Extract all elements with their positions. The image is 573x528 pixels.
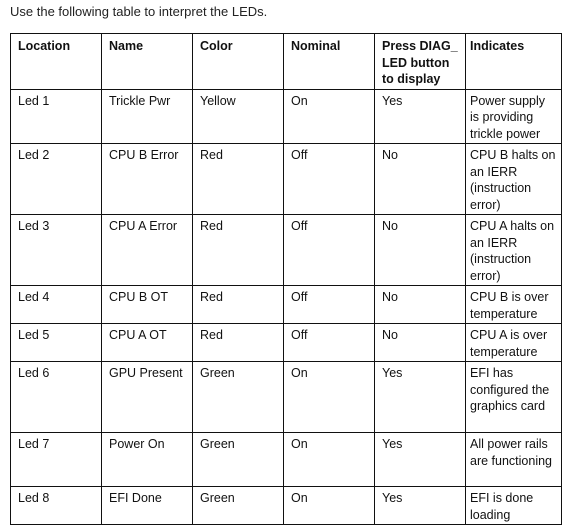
- cell-color: Red: [193, 215, 284, 286]
- header-name: Name: [102, 34, 193, 90]
- cell-name: CPU A Error: [102, 215, 193, 286]
- table-header: [11, 34, 562, 90]
- header-press-diag: Press DIAG_ LED button to display: [375, 34, 466, 90]
- header-row: [11, 34, 562, 90]
- cell-indicates: CPU A is over temperature: [466, 324, 562, 362]
- cell-name: Trickle Pwr: [102, 89, 193, 144]
- cell-nominal: Off: [284, 286, 375, 324]
- table-row: [11, 487, 562, 525]
- cell-indicates: CPU B is over temperature: [466, 286, 562, 324]
- cell-location: Led 4: [11, 286, 102, 324]
- cell-location: Led 3: [11, 215, 102, 286]
- cell-press-diag: Yes: [375, 487, 466, 525]
- cell-color: Green: [193, 487, 284, 525]
- cell-nominal: On: [284, 362, 375, 433]
- cell-location: Led 2: [11, 144, 102, 215]
- header-nominal: Nominal: [284, 34, 375, 90]
- cell-press-diag: Yes: [375, 362, 466, 433]
- cell-name: CPU A OT: [102, 324, 193, 362]
- cell-name: Power On: [102, 433, 193, 487]
- cell-location: Led 1: [11, 89, 102, 144]
- cell-name: CPU B OT: [102, 286, 193, 324]
- table-row: [11, 144, 562, 215]
- header-color: Color: [193, 34, 284, 90]
- led-table: [10, 33, 562, 525]
- cell-location: Led 6: [11, 362, 102, 433]
- cell-indicates: EFI is done loading: [466, 487, 562, 525]
- cell-name: GPU Present: [102, 362, 193, 433]
- cell-press-diag: No: [375, 286, 466, 324]
- header-location: Location: [11, 34, 102, 90]
- table-row: [11, 286, 562, 324]
- table-row: [11, 215, 562, 286]
- cell-color: Red: [193, 286, 284, 324]
- cell-name: CPU B Error: [102, 144, 193, 215]
- cell-location: Led 5: [11, 324, 102, 362]
- cell-nominal: On: [284, 487, 375, 525]
- cell-indicates: CPU A halts on an IERR (instruction error): [466, 215, 562, 286]
- cell-name: EFI Done: [102, 487, 193, 525]
- header-indicates: Indicates: [466, 34, 562, 90]
- cell-press-diag: No: [375, 215, 466, 286]
- cell-color: Green: [193, 433, 284, 487]
- cell-color: Green: [193, 362, 284, 433]
- table-row: [11, 89, 562, 144]
- table-row: [11, 324, 562, 362]
- cell-nominal: Off: [284, 144, 375, 215]
- cell-press-diag: No: [375, 324, 466, 362]
- cell-nominal: On: [284, 433, 375, 487]
- cell-indicates: Power supply is providing trickle power: [466, 89, 562, 144]
- cell-color: Red: [193, 144, 284, 215]
- cell-color: Yellow: [193, 89, 284, 144]
- cell-press-diag: Yes: [375, 89, 466, 144]
- intro-text: Use the following table to interpret the LEDs.: [10, 4, 268, 19]
- cell-color: Red: [193, 324, 284, 362]
- cell-indicates: All power rails are functioning: [466, 433, 562, 487]
- cell-nominal: On: [284, 89, 375, 144]
- cell-nominal: Off: [284, 215, 375, 286]
- cell-press-diag: Yes: [375, 433, 466, 487]
- table-body: [11, 89, 562, 525]
- cell-location: Led 8: [11, 487, 102, 525]
- cell-press-diag: No: [375, 144, 466, 215]
- cell-indicates: CPU B halts on an IERR (instruction error): [466, 144, 562, 215]
- table-row: [11, 362, 562, 433]
- cell-nominal: Off: [284, 324, 375, 362]
- cell-indicates: EFI has configured the graphics card: [466, 362, 562, 433]
- cell-location: Led 7: [11, 433, 102, 487]
- table-row: [11, 433, 562, 487]
